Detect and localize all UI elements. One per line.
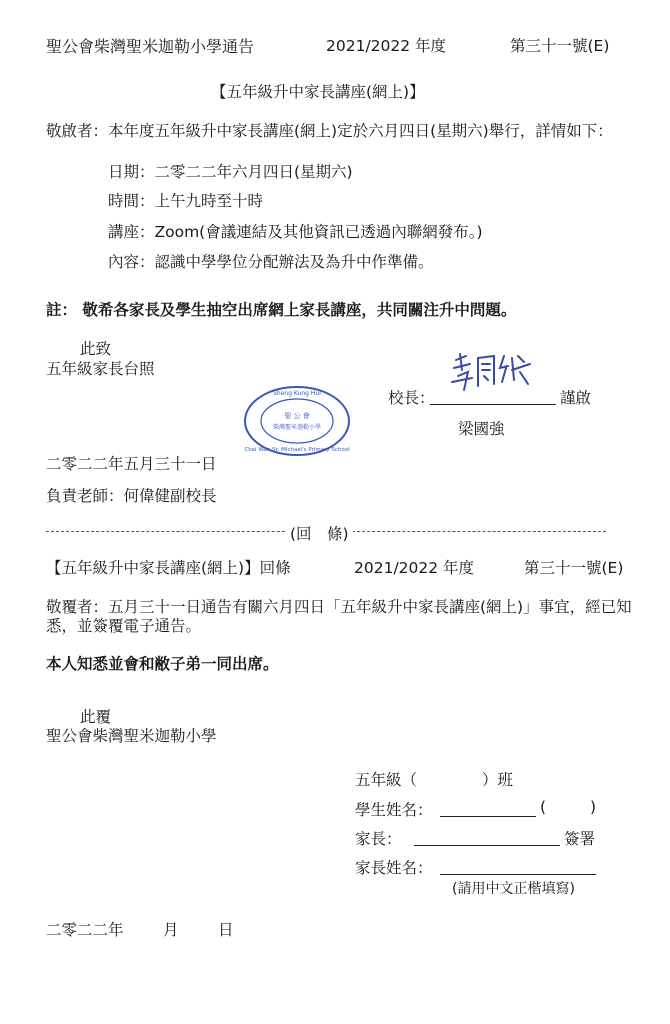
student-number-field[interactable]	[552, 800, 586, 816]
reply-slip-divider-label: (回 條)	[286, 522, 353, 544]
closing-greeting: 此致	[80, 340, 112, 358]
reply-year: 2021/2022 年度	[354, 559, 475, 577]
principal-label: 校長：	[388, 389, 435, 407]
reply-body-line2: 悉，並簽覆電子通告。	[46, 617, 202, 635]
principal-name: 梁國強	[458, 420, 505, 438]
notice-intro: 敬啟者：本年度五年級升中家長講座(網上)定於六月四日(星期六)舉行，詳情如下：	[46, 122, 613, 140]
reply-closing-greeting: 此覆	[80, 708, 112, 726]
parent-name-field[interactable]	[440, 860, 596, 875]
reply-number: 第三十一號(E)	[524, 559, 624, 577]
reply-date-day: 日	[218, 921, 234, 939]
school-stamp	[243, 385, 351, 457]
svg-text:Chai Wan St. Michael's Primary: Chai Wan St. Michael's Primary School	[244, 447, 350, 453]
parent-signature-label: 家長：	[355, 830, 402, 848]
school-notice-title: 聖公會柴灣聖米迦勒小學通告	[46, 37, 255, 56]
reply-date-month: 月	[163, 921, 179, 939]
reply-closing-recipient: 聖公會柴灣聖米迦勒小學	[46, 727, 217, 745]
svg-text:Sheng Kung Hui: Sheng Kung Hui	[273, 390, 321, 397]
principal-handwritten-signature	[448, 350, 534, 394]
student-paren-close: )	[590, 798, 597, 816]
parent-signature-field[interactable]	[414, 831, 560, 846]
reply-statement: 本人知悉並會和敝子弟一同出席。	[46, 655, 279, 673]
event-content: 內容：認識中學學位分配辦法及為升中作準備。	[108, 253, 434, 271]
notice-note: 註： 敬希各家長及學生抽空出席網上家長講座，共同關注升中問題。	[46, 301, 517, 319]
parent-sign-suffix: 簽署	[564, 830, 596, 848]
parent-name-hint: (請用中文正楷填寫)	[452, 881, 575, 897]
event-time: 時間：上午九時至十時	[108, 192, 264, 210]
responsible-teacher: 負責老師：何偉健副校長	[46, 487, 217, 505]
event-date: 日期：二零二二年六月四日(星期六)	[108, 163, 353, 181]
student-name-field[interactable]	[440, 802, 536, 817]
class-suffix: ）班	[482, 771, 514, 789]
closing-recipient: 五年級家長台照	[46, 360, 155, 378]
class-label: 五年級（	[355, 771, 418, 789]
notice-number: 第三十一號(E)	[510, 37, 610, 55]
student-paren-open: (	[540, 798, 547, 816]
reply-body-line1: 敬覆者：五月三十一日通告有關六月四日「五年級升中家長講座(網上)」事宜，經已知	[46, 598, 632, 616]
svg-text:聖 公 會: 聖 公 會	[284, 412, 310, 420]
event-venue: 講座：Zoom(會議連結及其他資訊已透過內聯網發布。)	[108, 223, 483, 241]
principal-suffix: 謹啟	[560, 389, 592, 407]
reply-title: 【五年級升中家長講座(網上)】回條	[46, 559, 291, 577]
svg-text:柴灣聖米迦勒小學: 柴灣聖米迦勒小學	[272, 424, 322, 431]
school-year: 2021/2022 年度	[326, 37, 447, 55]
issue-date: 二零二二年五月三十一日	[46, 455, 217, 473]
reply-date-year: 二零二二年	[46, 921, 124, 939]
notice-title: 【五年級升中家長講座(網上)】	[211, 83, 425, 101]
student-name-label: 學生姓名：	[355, 801, 433, 819]
parent-name-label: 家長姓名：	[355, 859, 433, 877]
class-field[interactable]	[430, 770, 480, 788]
